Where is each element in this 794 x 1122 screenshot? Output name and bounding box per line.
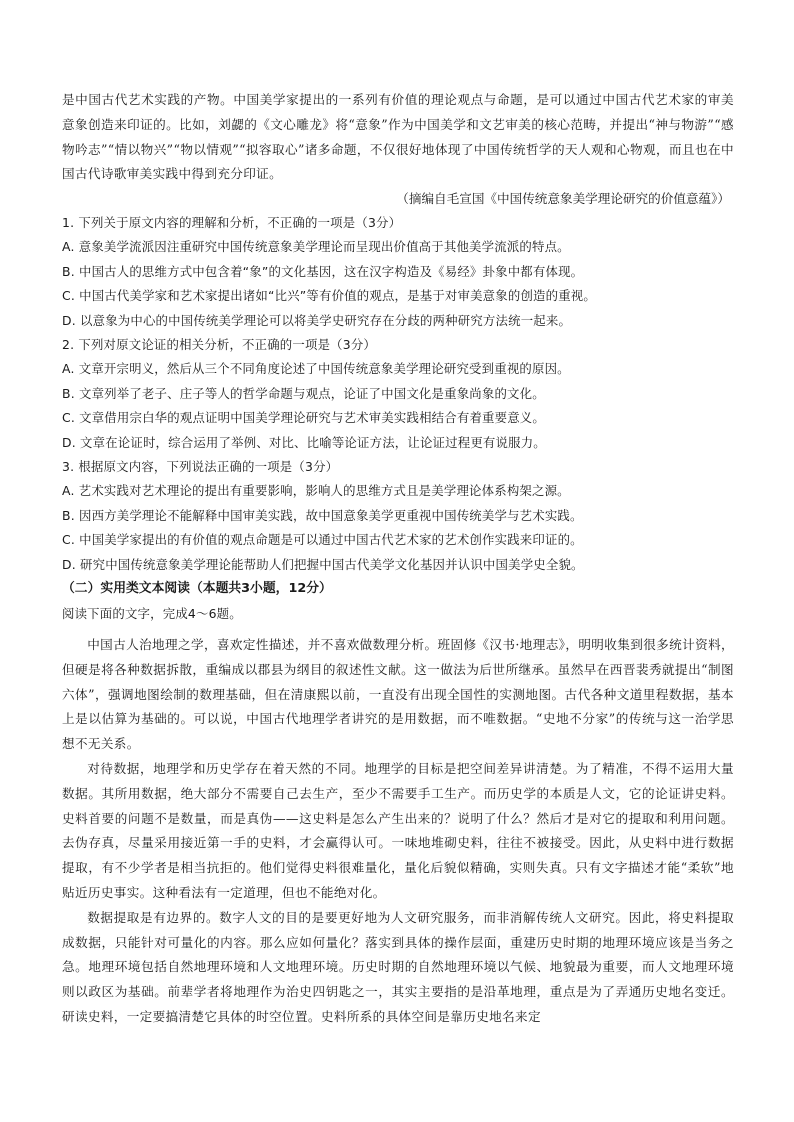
question-block-1-3 bbox=[62, 211, 734, 626]
section-instruction: 阅读下面的文字，完成4～6题。 bbox=[62, 605, 242, 621]
passage2-paragraph-1: 中国古人治地理之学，喜欢定性描述，并不喜欢做数理分析。班固修《汉书·地理志》，明明收集到很多统计资料，但硬是将各种数据拆散，重编成以郡县为纲目的叙述性文献。这一做法为后世所继承。虽然早在西晋裴秀就提出“制图六体”，强调地图绘制的数理基础，但在清康熙以前，一直没有出现全国性的实测地图。古代各种文道里程数据，基本上是以估算为基础的。可以说，中国古代地理学者讲究的是用数据，而不唯数据。“史地不分家”的传统与这一治学思想不无关系。 bbox=[62, 637, 734, 752]
question-1 bbox=[62, 211, 734, 333]
option-d: D. 以意象为中心的中国传统美学理论可以将美学史研究存在分歧的两种研究方法统一起来。 bbox=[62, 312, 572, 328]
option-d: D. 文章在论证时，综合运用了举例、对比、比喻等论证方法，让论证过程更有说服力。 bbox=[62, 434, 546, 450]
option-c: C. 中国古代美学家和艺术家提出诸如“比兴”等有价值的观点，是基于对审美意象的创造的重视。 bbox=[62, 288, 596, 304]
passage1-source: （摘编自毛宣国《中国传统意象美学理论研究的价值意蕴》） bbox=[396, 191, 730, 207]
section-title: （二）实用类文本阅读（本题共3小题，12分） bbox=[62, 581, 332, 597]
option-b: B. 中国古人的思维方式中包含着“象”的文化基因，这在汉字构造及《易经》卦象中都有体现。 bbox=[62, 263, 584, 279]
passage2-paragraph-2: 对待数据，地理学和历史学存在着天然的不同。地理学的目标是把空间差异讲清楚。为了精准，不得不运用大量数据。其所用数据，绝大部分不需要自己去生产，至少不需要手工生产。而历史学的本质是人文，它的论证讲史料。史料首要的问题不是数量，而是真伪——这史料是怎么产生出来的？说明了什么？然后才是对它的提取和利用问题。去伪存真，尽量采用接近第一手的史料，才会赢得认可。一味地堆砌史料，往往不被接受。因此，从史料中进行数据提取，有不少学者是相当抗拒的。他们觉得史料很难量化，量化后貌似精确，实则失真。只有文字描述才能“柔软”地贴近历史事实。这种看法有一定道理，但也不能绝对化。 bbox=[62, 760, 734, 900]
question-stem: 2. 下列对原文论证的相关分析，不正确的一项是（3分） bbox=[62, 337, 377, 353]
passage2-paragraph-3: 数据提取是有边界的。数字人文的目的是要更好地为人文研究服务，而非消解传统人文研究。因此，将史料提取成数据，只能针对可量化的内容。那么应如何量化？落实到具体的操作层面，重建历史时期的地理环境应该是当务之急。地理环境包括自然地理环境和人文地理环境。历史时期的自然地理环境以气候、地貌最为重要，而人文地理环境则以政区为基础。前辈学者将地理作为治史四钥匙之一，其实主要指的是沿革地理，重点是为了弄通历史地名变迁。研读史料，一定要搞清楚它具体的时空位置。史料所系的具体空间是靠历史地名来定 bbox=[62, 909, 734, 1024]
question-2 bbox=[62, 333, 734, 455]
option-a: A. 文章开宗明义，然后从三个不同角度论述了中国传统意象美学理论研究受到重视的原因。 bbox=[62, 361, 570, 377]
question-stem: 1. 下列关于原文内容的理解和分析，不正确的一项是（3分） bbox=[62, 215, 402, 230]
option-c: C. 中国美学家提出的有价值的观点命题是可以通过中国古代艺术家的艺术创作实践来印证的。 bbox=[62, 532, 583, 548]
option-d: D. 研究中国传统意象美学理论能帮助人们把握中国古代美学文化基因并认识中国美学史全貌。 bbox=[62, 556, 584, 572]
option-a: A. 意象美学流派因注重研究中国传统意象美学理论而呈现出价值高于其他美学流派的特点。 bbox=[62, 239, 570, 255]
option-c: C. 文章借用宗白华的观点证明中国美学理论研究与艺术审美实践相结合有着重要意义。 bbox=[62, 410, 545, 426]
passage1-paragraph: 是中国古代艺术实践的产物。中国美学家提出的一系列有价值的理论观点与命题，是可以通过中国古代艺术家的审美意象创造来印证的。比如，刘勰的《文心雕龙》将“意象”作为中国美学和文艺审美的核心范畴，并提出“神与物游”“感物吟志”“情以物兴”“物以情观”“拟容取心”诸多命题，不仅很好地体现了中国传统哲学的天人观和心物观，而且也在中国古代诗歌审美实践中得到充分印证。 bbox=[62, 92, 734, 182]
option-a: A. 艺术实践对艺术理论的提出有重要影响，影响人的思维方式且是美学理论体系构架之源。 bbox=[62, 483, 570, 499]
question-3 bbox=[62, 455, 734, 577]
passage1-tail bbox=[62, 88, 734, 212]
option-b: B. 因西方美学理论不能解释中国审美实践，故中国意象美学更重视中国传统美学与艺术实践。 bbox=[62, 507, 583, 523]
question-stem: 3. 根据原文内容，下列说法正确的一项是（3分） bbox=[62, 459, 339, 475]
option-b: B. 文章列举了老子、庄子等人的哲学命题与观点，论证了中国文化是重象尚象的文化。 bbox=[62, 385, 545, 401]
passage2 bbox=[62, 633, 734, 1030]
